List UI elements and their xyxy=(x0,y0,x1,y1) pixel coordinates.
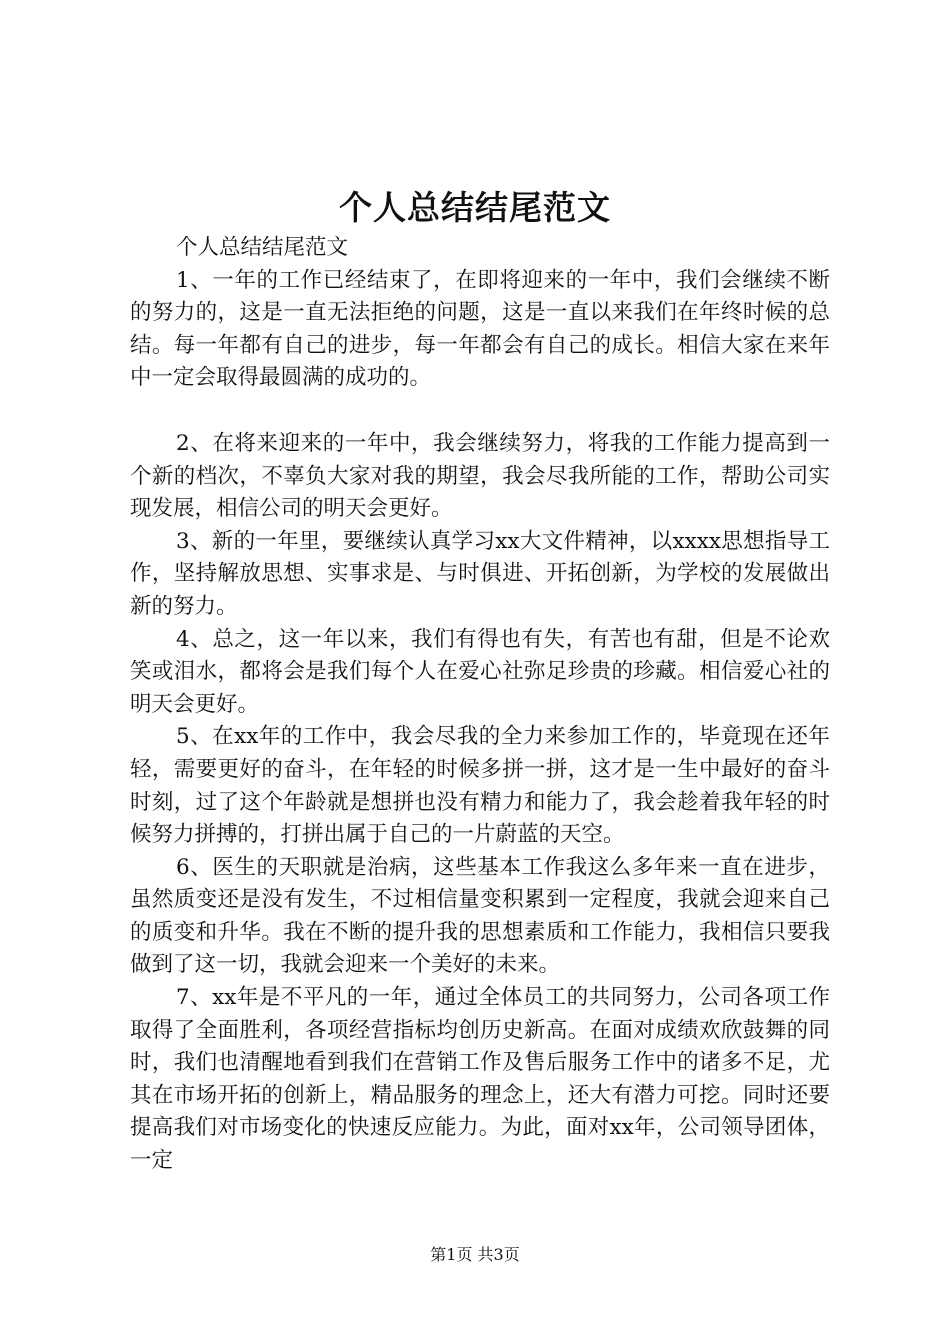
paragraph-2: 2、在将来迎来的一年中，我会继续努力，将我的工作能力提高到一个新的档次，不辜负大家对我的期望，我会尽我所能的工作，帮助公司实现发展，相信公司的明天会更好。 xyxy=(130,430,830,522)
paragraph-4: 4、总之，这一年以来，我们有得也有失，有苦也有甜，但是不论欢笑或泪水，都将会是我们每个人在爱心社弥足珍贵的珍藏。相信爱心社的明天会更好。 xyxy=(130,626,830,717)
paragraph-3: 3、新的一年里，要继续认真学习xx大文件精神，以xxxx思想指导工作，坚持解放思想、实事求是、与时俱进、开拓创新，为学校的发展做出新的努力。 xyxy=(130,528,830,619)
paragraph-6: 6、医生的天职就是治病，这些基本工作我这么多年来一直在进步，虽然质变还是没有发生，不过相信量变积累到一定程度，我就会迎来自己的质变和升华。我在不断的提升我的思想素质和工作能力，我相信只要我做到了这一切，我就会迎来一个美好的未来。 xyxy=(130,854,830,978)
paragraph-1: 1、一年的工作已经结束了，在即将迎来的一年中，我们会继续不断的努力的，这是一直无法拒绝的问题，这是一直以来我们在年终时候的总结。每一年都有自己的进步，每一年都会有自己的成长。相信大家在来年中一定会取得最圆满的成功的。 xyxy=(130,267,830,391)
page-number-footer: 第1页 共3页 xyxy=(430,1245,520,1264)
document-body xyxy=(130,232,830,1178)
document-subtitle: 个人总结结尾范文 xyxy=(176,235,349,260)
paragraph-7: 7、xx年是不平凡的一年，通过全体员工的共同努力，公司各项工作取得了全面胜利，各项经营指标均创历史新高。在面对成绩欢欣鼓舞的同时，我们也清醒地看到我们在营销工作及售后服务工作中的诸多不足，尤其在市场开拓的创新上，精品服务的理念上，还大有潜力可挖。同时还要提高我们对市场变化的快速反应能力。为此，面对xx年，公司领导团体，一定 xyxy=(130,985,830,1174)
paragraph-5: 5、在xx年的工作中，我会尽我的全力来参加工作的，毕竟现在还年轻，需要更好的奋斗，在年轻的时候多拼一拼，这才是一生中最好的奋斗时刻，过了这个年龄就是想拼也没有精力和能力了，我会趁着我年轻的时候努力拼搏的，打拼出属于自己的一片蔚蓝的天空。 xyxy=(130,724,830,848)
document-title: 个人总结结尾范文 xyxy=(339,188,611,227)
